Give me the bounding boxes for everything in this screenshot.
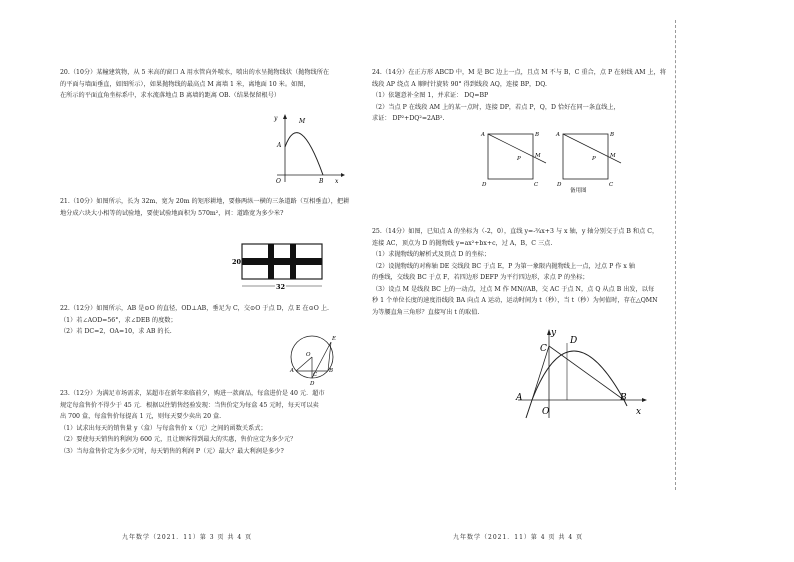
q23-line-3: 出 700 盒，每盒售价每提高 1 元，则每天要少卖出 20 盒. [60, 413, 222, 420]
q24-square-2 [563, 134, 608, 179]
q21-height-label: 20 [232, 258, 242, 266]
q25-coordinate-figure [510, 322, 660, 422]
q24-fig1-label-a: A [481, 132, 485, 138]
q21-width-label: 32 [276, 283, 286, 291]
q22-label-d: D [310, 381, 315, 386]
q25-line-ac [532, 346, 549, 400]
question-24 [372, 67, 666, 125]
q20-water-curve [285, 133, 323, 175]
q25-label-c: C [540, 344, 547, 354]
q24-line-5: 求证： DP²+DQ²=2AB². [372, 115, 445, 122]
q20-label-y: y [274, 115, 278, 122]
q25-label-y: y [551, 328, 557, 338]
q21-road-vertical-1 [268, 244, 274, 279]
q24-square-figure-1 [478, 126, 548, 192]
q23-line-5: （2）要使每天销售的利润为 600 元，且让顾客得到最大的实惠，售价应定为多少元？ [60, 436, 297, 443]
q25-label-o: O [542, 407, 550, 417]
q25-line-3: （1）求抛物线的解析式及顶点 D 的坐标； [372, 251, 491, 258]
q25-label-b: B [620, 393, 627, 403]
question-23 [60, 388, 325, 457]
q21-line-2: 地分成六块大小相等的试验地，要使试验地面积为 570m²，问：道路宽为多少米? [60, 209, 284, 217]
q20-label-a: A [277, 142, 282, 149]
q20-line-1: 20.（10分）某幢建筑物，从 5 米高的窗口 A 用水管向外喷水，喷出的水呈抛物线状（抛物线所在 [60, 69, 330, 76]
q25-x-arrow [642, 398, 647, 402]
q24-square-figure-2 [553, 126, 625, 196]
question-20 [60, 67, 329, 102]
q20-y-arrow [283, 114, 287, 119]
q23-line-2: 规定每盒售价不得少于 45 元．根据以往销售经验发现：当售价定为每盒 45 元时，每天可以卖 [60, 401, 319, 409]
q25-label-x: x [636, 407, 642, 417]
q22-line-2: （1）若∠AOD=56°，求∠DEB 的度数； [60, 316, 177, 324]
q22-line-1: 22.（12分）如图所示，AB 是⊙O 的直径，OD⊥AB，垂足为 C，交⊙O 于点 D，点 E 在⊙O 上. [60, 305, 329, 312]
q22-line-3: （2）若 DC=2，OA=10，求 AB 的长. [60, 328, 172, 335]
q20-parabola-figure [265, 112, 345, 192]
q23-line-1: 23.（12分）为满足市场需求，某超市在新年来临前夕，购进一款商品，每盒进价是 40 元．超市 [60, 390, 325, 397]
q25-line-7: 秒 1 个单位长度的速度沿线段 BA 向点 A 运动，运动时间为 t（秒），当 t（秒）为何值时，存在△QMN [372, 297, 658, 304]
q20-label-o: O [276, 178, 281, 185]
q24-fig1-label-b: B [535, 132, 540, 138]
q24-line-1: 24.（14分）在正方形 ABCD 中，M 是 BC 边上一点，且点 M 不与 B，C 重合，点 P 在射线 AM 上，将 [372, 69, 667, 76]
q20-x-arrow [341, 173, 345, 177]
q24-fig2-label-p: P [592, 156, 596, 162]
q20-line-3: 在所示的平面直角坐标系中，求水流落地点 B 离墙的距离 OB.（结果保留根号） [60, 92, 281, 99]
q24-line-3: （1）依题意补全图 1，并求证： DQ=BP [372, 92, 489, 99]
q24-fig1-label-d: D [482, 182, 487, 188]
q24-fig1-label-m: M [535, 153, 541, 159]
q20-line-2: 的平面与墙面垂直，如图所示），如果抛物线的最高点 M 离墙 1 米，离地面 10 米。如图， [60, 80, 310, 88]
q24-fig2-label-a: A [556, 132, 560, 138]
q23-line-6: （3）当每盒售价定为多少元时，每天销售的利润 P（元）最大？最大利润是多少? [60, 447, 284, 455]
q25-label-a: A [516, 393, 523, 403]
q24-fig2-label-d: D [557, 182, 562, 188]
q25-line-6: （3）设点 M 是线段 BC 上的一动点，过点 M 作 MN//AB，交 AC 于点 N，点 Q 从点 B 出发，以每 [372, 285, 655, 293]
q20-label-x: x [335, 178, 339, 185]
q22-line-oa [296, 357, 312, 371]
q24-fig2-label-b: B [610, 132, 615, 138]
q21-line-1: 21.（10分）如图所示，长为 32m、宽为 20m 的矩形耕地，要修两纵一横的三条道路（互相垂直），把耕 [60, 198, 350, 205]
q20-label-b: B [319, 178, 324, 185]
q21-road-horizontal [242, 258, 322, 265]
q23-line-4: （1）试求出每天的销售量 y（盒）与每盒售价 x（元）之间的函数关系式； [60, 424, 267, 432]
q21-road-vertical-2 [290, 244, 296, 279]
footer-left: 九年数学（2021．11）第 3 页 共 4 页 [122, 534, 253, 541]
q22-label-e: E [332, 336, 337, 342]
q22-label-o: O [306, 352, 311, 358]
page-fold-divider [675, 20, 676, 490]
q25-line-5: 的垂线，交线段 BC 于点 F，若四边形 DEFP 为平行四边形，求点 P 的坐标； [372, 274, 589, 281]
q24-line-2: 线段 AP 绕点 A 顺时针旋转 90° 得到线段 AQ，连接 BP，DQ. [372, 80, 547, 88]
q24-square-1 [488, 134, 533, 179]
q25-line-8: 为等腰直角三角形？直接写出 t 的取值. [372, 308, 480, 316]
q22-label-c: C [313, 372, 318, 378]
q24-fig2-label-c: C [609, 182, 614, 188]
question-21 [60, 196, 349, 219]
q24-line-4: （2）当点 P 在线段 AM 上的某一点时，连接 DP，若点 P，Q，D 恰好在同一条直线上， [372, 103, 620, 111]
q24-fig1-label-p: P [517, 156, 521, 162]
footer-right: 九年数学（2021．11）第 4 页 共 4 页 [453, 534, 584, 541]
q22-circle-figure [282, 330, 342, 386]
q24-fig2-label-m: M [610, 153, 616, 159]
q24-fig1-label-c: C [534, 182, 539, 188]
q22-label-a: A [290, 368, 294, 374]
question-25 [372, 226, 658, 318]
q25-line-2: 连接 AC，顶点为 D 的抛物线 y=ax²+bx+c，过 A，B，C 三点. [372, 239, 553, 247]
q21-field-figure [230, 238, 330, 294]
q22-label-b: B [329, 368, 334, 374]
q25-label-d: D [570, 336, 578, 346]
q24-backup-label: 备用图 [570, 188, 587, 194]
q25-line-4: （2）设抛物线的对称轴 DE 交线段 BC 于点 E，P 为第一象限内抛物线上一点，过点 P 作 x 轴 [372, 262, 635, 270]
q20-label-m: M [299, 118, 306, 125]
q25-line-1: 25.（14分）如图，已知点 A 的坐标为（-2，0），直线 y=-¾x+3 与 x 轴，y 轴分别交于点 B 和点 C， [372, 228, 659, 235]
